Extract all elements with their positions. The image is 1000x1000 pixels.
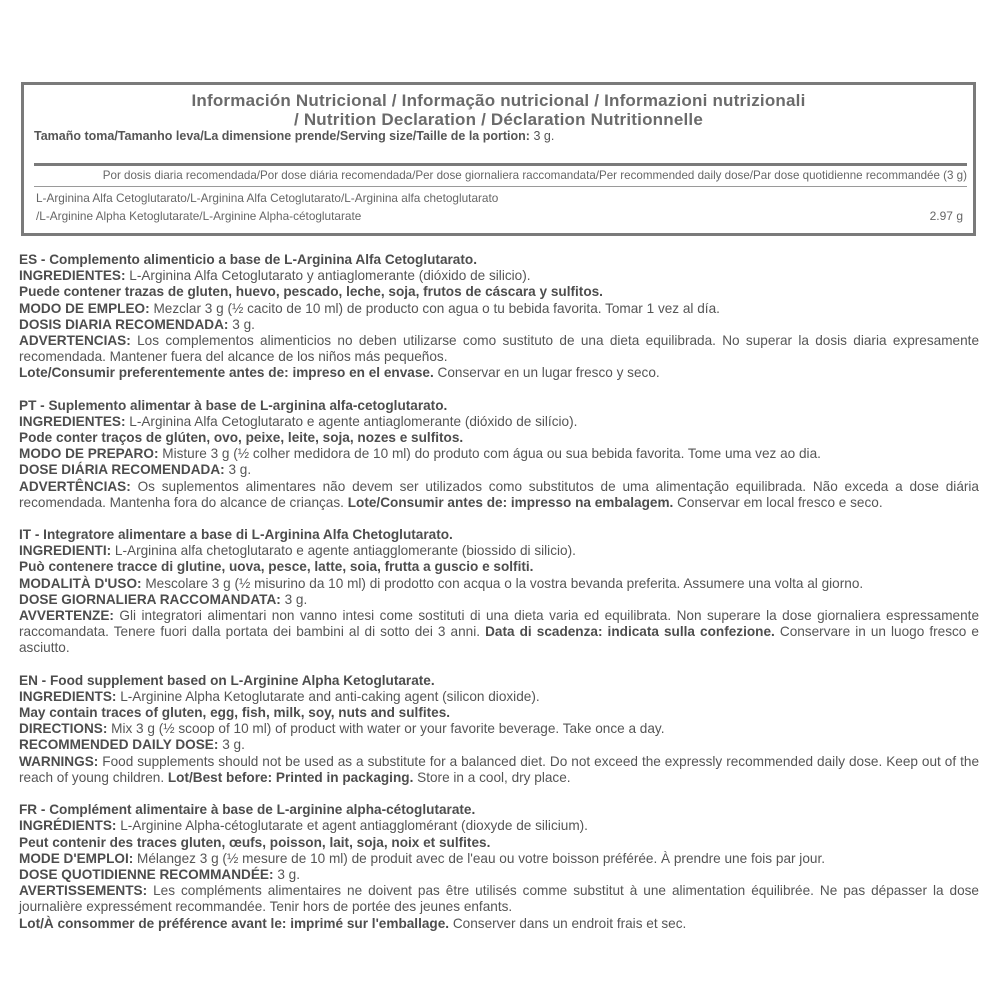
warnings-text: Los complementos alimenticios no deben utilizarse como sustituto de una dieta equilibrada. No superar la dosis diaria expresamente recomendada. Mantener fuera del alcance de los niños más pequeños. — [19, 333, 980, 365]
lot-label: Lote/Consumir preferentemente antes de: impreso en el envase. — [19, 365, 434, 381]
warnings-text: Gli integratori alimentari non vanno intesi come sostituti di una dieta varia ed equilibrata. Non superare la dose giornaliera espressamente raccomandata. Tenere fuori dalla portata dei bambini al di sotto dei 3 anni. — [19, 608, 980, 640]
dose-label: RECOMMENDED DAILY DOSE: — [19, 737, 219, 753]
directions-text: Mezclar 3 g (½ cacito de 10 ml) de producto con agua o tu bebida favorita. Tomar 1 vez al día. — [153, 300, 720, 316]
directions-text: Mix 3 g (½ scoop of 10 ml) of product with water or your favorite beverage. Take once a day. — [111, 721, 665, 737]
storage-text: Store in a cool, dry place. — [417, 769, 571, 785]
table-divider-thick — [34, 163, 967, 166]
table-divider-thin — [34, 186, 967, 187]
dose-label: DOSE DIÁRIA RECOMENDADA: — [19, 462, 225, 478]
storage-text: Conservar em local fresco e seco. — [677, 494, 883, 510]
nutrition-title — [24, 91, 973, 129]
traces-text: Puede contener trazas de gluten, huevo, pescado, leche, soja, frutos de cáscara y sulfitos. — [19, 284, 603, 300]
ingredients-text: L-Arginina alfa chetoglutarato e agente antiagglomerante (biossido di silicio). — [114, 543, 576, 559]
nutrition-title-line1: Información Nutricional / Informação nutricional / Informazioni nutrizionali — [191, 91, 806, 110]
ingredient-name-line1: L-Arginina Alfa Cetoglutarato/L-Arginina Alfa Cetoglutarato/L-Arginina alfa chetoglutarato — [36, 191, 499, 205]
warnings-text: Food supplements should not be used as a substitute for a balanced diet. Do not exceed the expressly recommended daily dose. Keep out of the reach of young children. — [19, 753, 980, 785]
section-fr — [19, 802, 979, 932]
section-pt — [19, 398, 979, 511]
section-it — [19, 527, 979, 657]
dose-label: DOSE QUOTIDIENNE RECOMMANDÉE: — [19, 866, 274, 882]
warnings-text: Les compléments alimentaires ne doivent pas être utilisés comme substitut à une alimentation équilibrée. Ne pas dépasser la dose journalière expressément recommandée. Tenir hors de portée des jeunes enfants. — [19, 883, 979, 915]
dose-text: 3 g. — [232, 316, 255, 332]
directions-text: Mélangez 3 g (½ mesure de 10 ml) de produit avec de l'eau ou votre boisson préférée. À prendre une fois par jour. — [137, 850, 826, 866]
dose-label: DOSE GIORNALIERA RACCOMANDATA: — [19, 591, 281, 607]
warnings-label: AVVERTENZE: — [19, 608, 114, 624]
directions-text: Mescolare 3 g (½ misurino da 10 ml) di prodotto con acqua o la vostra bevanda preferita. Assumere una volta al giorno. — [145, 575, 864, 591]
storage-text: Conservar en un lugar fresco y seco. — [437, 365, 660, 381]
warnings-label: ADVERTENCIAS: — [19, 333, 131, 349]
dose-label: DOSIS DIARIA RECOMENDADA: — [19, 316, 229, 332]
lot-label: Lot/À consommer de préférence avant le: imprimé sur l'emballage. — [19, 915, 450, 931]
ingredient-amount: 2.97 g — [929, 209, 963, 223]
lot-label: Lote/Consumir antes de: impresso na embalagem. — [347, 494, 674, 510]
ingredients-text: L-Arginina Alfa Cetoglutarato e agente antiaglomerante (dióxido de silício). — [129, 413, 578, 429]
ingredients-label: INGREDIENTS: — [19, 688, 117, 704]
section-en — [19, 673, 979, 786]
directions-label: MODO DE EMPLEO: — [19, 300, 150, 316]
section-es — [19, 252, 979, 382]
serving-size-value: 3 g. — [533, 129, 555, 143]
serving-size-label: Tamaño toma/Tamanho leva/La dimensione prende/Serving size/Taille de la portion: — [34, 129, 530, 143]
warnings-label: ADVERTÊNCIAS: — [19, 478, 131, 494]
ingredient-name-line2: /L-Arginine Alpha Ketoglutarate/L-Arginine Alpha-cétoglutarate — [36, 209, 362, 223]
ingredients-label: INGREDIENTES: — [19, 413, 126, 429]
dose-text: 3 g. — [228, 462, 252, 478]
section-heading: PT - Suplemento alimentar à base de L-arginina alfa-cetoglutarato. — [19, 397, 448, 413]
directions-label: MODO DE PREPARO: — [19, 446, 159, 462]
ingredients-label: INGRÉDIENTS: — [19, 818, 117, 834]
ingredients-label: INGREDIENTES: — [19, 268, 126, 284]
section-heading: EN - Food supplement based on L-Arginine Alpha Ketoglutarate. — [19, 672, 435, 688]
traces-text: Pode conter traços de glúten, ovo, peixe, leite, soja, nozes e sulfitos. — [19, 430, 464, 446]
dose-text: 3 g. — [277, 866, 300, 882]
ingredients-text: L-Arginine Alpha Ketoglutarate and anti-caking agent (silicon dioxide). — [120, 688, 540, 704]
storage-text: Conserver dans un endroit frais et sec. — [452, 915, 687, 931]
nutrition-title-line2: / Nutrition Declaration / Déclaration Nutritionnelle — [293, 110, 703, 129]
serving-size — [34, 129, 554, 143]
ingredients-text: L-Arginine Alpha-cétoglutarate et agent antiagglomérant (dioxyde de silicium). — [120, 818, 588, 834]
dose-text: 3 g. — [222, 737, 245, 753]
traces-text: Peut contenir des traces gluten, œufs, poisson, lait, soja, noix et sulfites. — [19, 834, 491, 850]
directions-label: MODE D'EMPLOI: — [19, 850, 134, 866]
traces-text: May contain traces of gluten, egg, fish, milk, soy, nuts and sulfites. — [19, 705, 451, 721]
warnings-label: WARNINGS: — [19, 753, 99, 769]
lot-label: Lot/Best before: Printed in packaging. — [167, 769, 414, 785]
dose-column-header: Por dosis diaria recomendada/Por dose diária recomendada/Per dose giornaliera raccomandata/Per recommended daily dose/Par dose quotidienne recommandée (3 g) — [102, 169, 967, 182]
lot-label: Data di scadenza: indicata sulla confezione. — [485, 624, 775, 640]
dose-text: 3 g. — [284, 591, 308, 607]
section-heading: IT - Integratore alimentare a base di L-Arginina Alfa Chetoglutarato. — [19, 527, 453, 543]
section-heading: FR - Complément alimentaire à base de L-arginine alpha-cétoglutarate. — [19, 802, 476, 818]
section-heading: ES - Complemento alimenticio a base de L-Arginina Alfa Cetoglutarato. — [19, 252, 477, 267]
traces-text: Può contenere tracce di glutine, uova, pesce, latte, soia, frutta a guscio e solfiti. — [19, 559, 534, 575]
directions-label: DIRECTIONS: — [19, 721, 108, 737]
warnings-label: AVERTISSEMENTS: — [19, 883, 148, 899]
warnings-text: Os suplementos alimentares não devem ser utilizados como substitutos de uma alimentação equilibrada. Não exceda a dose diária recomendada. Mantenha fora do alcance de crianças. — [19, 478, 979, 510]
language-sections — [19, 252, 979, 948]
ingredients-text: L-Arginina Alfa Cetoglutarato y antiaglomerante (dióxido de silicio). — [129, 268, 531, 284]
directions-text: Misture 3 g (½ colher medidora de 10 ml) do produto com água ou sua bebida favorita. Tome uma vez ao dia. — [162, 446, 821, 462]
directions-label: MODALITÀ D'USO: — [19, 575, 142, 591]
nutrition-table — [21, 82, 976, 236]
ingredients-label: INGREDIENTI: — [19, 543, 112, 559]
storage-text: Conservare in un luogo fresco e asciutto. — [19, 624, 979, 656]
